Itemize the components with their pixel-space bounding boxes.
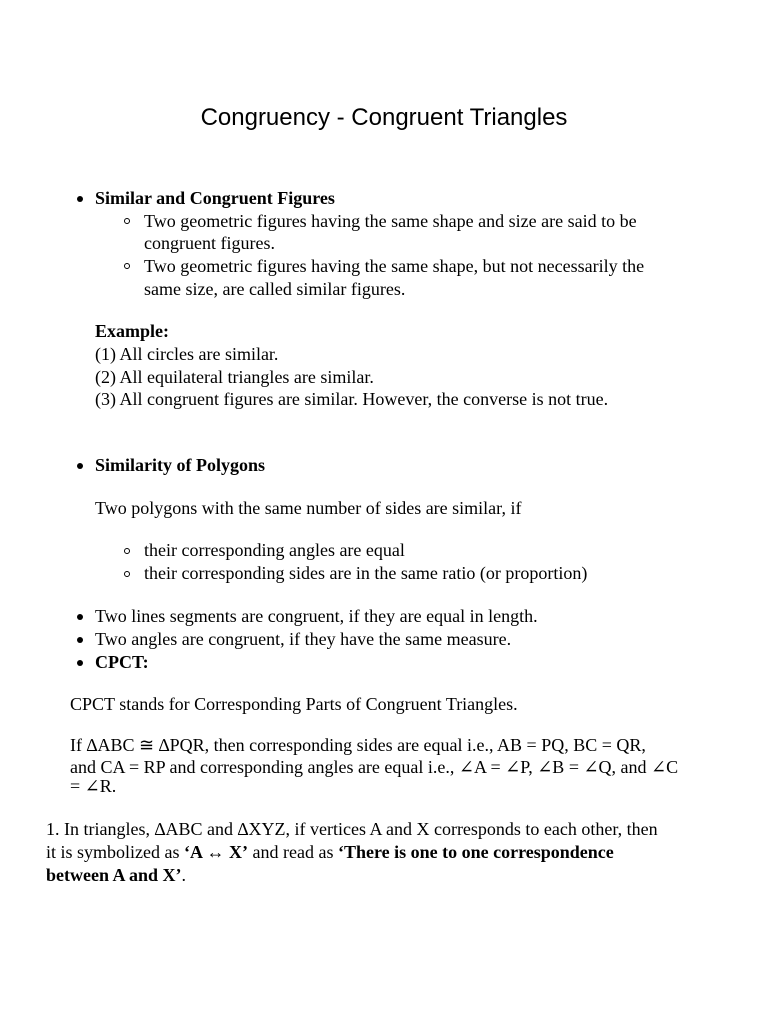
bullet-icon: [77, 660, 83, 666]
correspondence-line: [46, 841, 614, 864]
section-heading-similarity-polygons: Similarity of Polygons: [95, 455, 265, 475]
correspondence-text: it is symbolized as: [46, 842, 184, 862]
list-item-line: Two geometric figures having the same shape and size are said to be: [144, 211, 637, 231]
correspondence-bold: between A and X’: [46, 865, 182, 885]
correspondence-line: 1. In triangles, ∆ABC and ∆XYZ, if vertices A and X corresponds to each other, then: [46, 819, 658, 839]
circle-bullet-icon: [124, 263, 130, 269]
bullet-icon: [77, 196, 83, 202]
bullet-item-angles: Two angles are congruent, if they have the same measure.: [95, 629, 512, 649]
condition-item: their corresponding angles are equal: [144, 540, 405, 560]
correspondence-bold: ‘There is one to one correspondence: [337, 842, 614, 862]
correspondence-text: .: [181, 865, 187, 885]
circle-bullet-icon: [124, 548, 130, 554]
bullet-icon: [77, 614, 83, 620]
list-item-line: congruent figures.: [144, 233, 275, 253]
cpct-line: = ∠R.: [70, 776, 117, 796]
bullet-item-cpct: CPCT:: [95, 652, 149, 672]
circle-bullet-icon: [124, 571, 130, 577]
list-item-line: same size, are called similar figures.: [144, 279, 406, 299]
correspondence-text: and read as: [248, 842, 338, 862]
polygon-intro: Two polygons with the same number of sides are similar, if: [95, 498, 522, 518]
cpct-definition: CPCT stands for Corresponding Parts of Congruent Triangles.: [70, 694, 518, 714]
example-line: (2) All equilateral triangles are similar.: [95, 367, 374, 387]
example-label: Example:: [95, 321, 169, 341]
bullet-item-segments: Two lines segments are congruent, if they are equal in length.: [95, 606, 538, 626]
circle-bullet-icon: [124, 218, 130, 224]
bullet-icon: [77, 463, 83, 469]
cpct-line: and CA = RP and corresponding angles are equal i.e., ∠A = ∠P, ∠B = ∠Q, and ∠C: [70, 757, 679, 777]
list-item-line: Two geometric figures having the same shape, but not necessarily the: [144, 256, 645, 276]
bullet-icon: [77, 637, 83, 643]
correspondence-symbol: ‘A ↔ X’: [184, 842, 248, 862]
section-heading-similar-congruent: Similar and Congruent Figures: [95, 188, 335, 208]
cpct-line: If ∆ABC ≅ ∆PQR, then corresponding sides are equal i.e., AB = PQ, BC = QR,: [70, 735, 646, 755]
page-title: Congruency - Congruent Triangles: [200, 104, 568, 131]
condition-item: their corresponding sides are in the same ratio (or proportion): [144, 563, 588, 583]
example-line: (1) All circles are similar.: [95, 344, 279, 364]
correspondence-line: [46, 864, 186, 887]
example-line: (3) All congruent figures are similar. However, the converse is not true.: [95, 389, 609, 409]
